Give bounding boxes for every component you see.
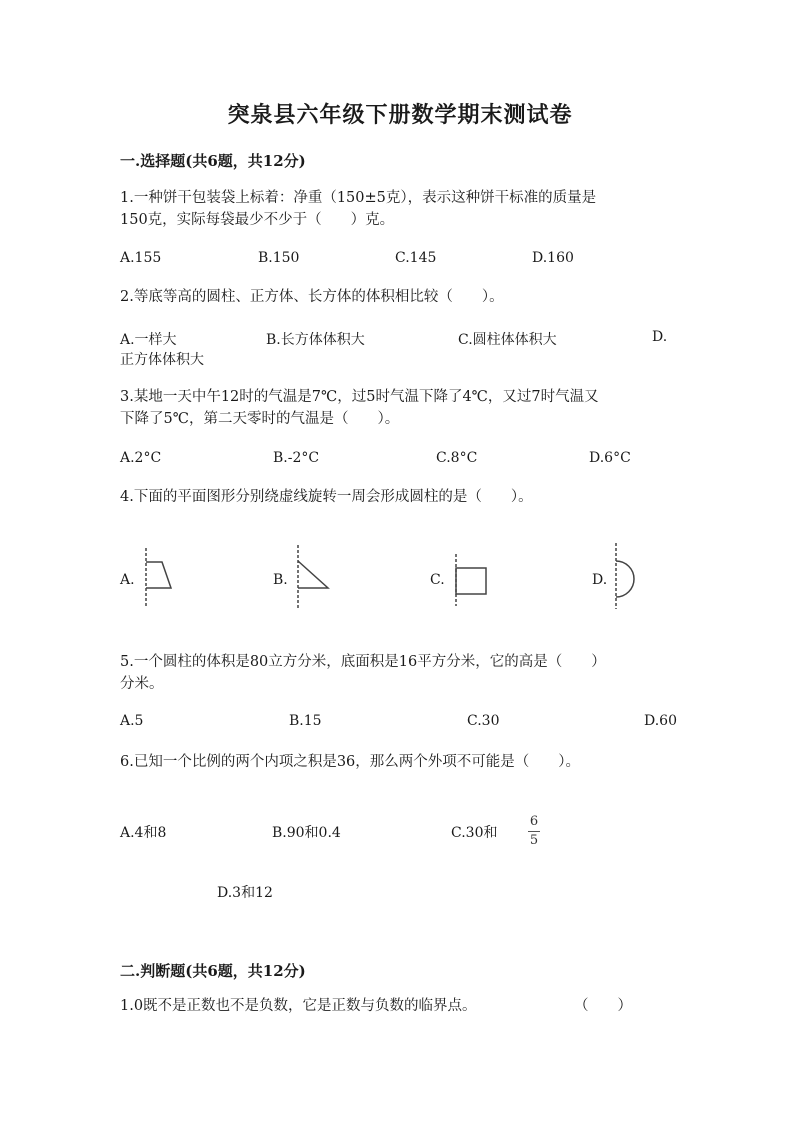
question-6-option-c[interactable]: C.30和 bbox=[451, 825, 498, 841]
question-6-option-a[interactable]: A.4和8 bbox=[120, 825, 167, 841]
rectangle-figure-icon bbox=[450, 554, 492, 606]
fraction-bar bbox=[528, 831, 540, 832]
question-3-line-2: 下降了5℃，第二天零时的气温是（ ）。 bbox=[120, 411, 400, 427]
question-4-option-c[interactable]: C. bbox=[430, 572, 445, 588]
judgment-question-1-answer-blank[interactable]: （ ） bbox=[574, 998, 632, 1014]
question-5-option-d[interactable]: D.60 bbox=[644, 713, 677, 729]
question-1-option-c[interactable]: C.145 bbox=[395, 250, 437, 266]
trapezoid-figure-icon bbox=[136, 548, 176, 606]
fraction-denominator: 5 bbox=[529, 833, 539, 848]
question-2-option-c[interactable]: C.圆柱体体积大 bbox=[458, 332, 557, 348]
question-2-option-d[interactable]: D. bbox=[652, 329, 668, 345]
question-6-line-1: 6.已知一个比例的两个内项之积是36，那么两个外项不可能是（ ）。 bbox=[120, 754, 581, 770]
question-5-option-b[interactable]: B.15 bbox=[289, 713, 322, 729]
question-2-option-b[interactable]: B.长方体体积大 bbox=[266, 332, 365, 348]
fraction-six-fifths bbox=[526, 814, 542, 849]
question-2-line-1: 2.等底等高的圆柱、正方体、长方体的体积相比较（ ）。 bbox=[120, 289, 504, 305]
question-1-line-1: 1.一种饼干包装袋上标着：净重（150±5克），表示这种饼干标准的质量是 bbox=[120, 190, 597, 206]
question-5-option-c[interactable]: C.30 bbox=[467, 713, 500, 729]
question-2-option-a[interactable]: A.一样大 bbox=[120, 332, 177, 348]
fraction-numerator: 6 bbox=[529, 814, 539, 829]
question-3-option-d[interactable]: D.6°C bbox=[589, 450, 631, 466]
question-3-line-1: 3.某地一天中午12时的气温是7℃，过5时气温下降了4℃，又过7时气温又 bbox=[120, 389, 599, 405]
section-heading-judgment: 二.判断题(共6题，共12分) bbox=[120, 962, 306, 980]
right-triangle-figure-icon bbox=[290, 545, 335, 609]
question-3-option-b[interactable]: B.-2°C bbox=[273, 450, 320, 466]
question-1-option-d[interactable]: D.160 bbox=[532, 250, 574, 266]
question-1-line-2: 150克，实际每袋最少不少于（ ）克。 bbox=[120, 212, 395, 228]
question-4-option-a[interactable]: A. bbox=[120, 572, 135, 588]
question-1-option-b[interactable]: B.150 bbox=[258, 250, 300, 266]
question-1-option-a[interactable]: A.155 bbox=[120, 250, 162, 266]
judgment-question-1: 1.0既不是正数也不是负数，它是正数与负数的临界点。 bbox=[120, 998, 477, 1014]
question-4-line-1: 4.下面的平面图形分别绕虚线旋转一周会形成圆柱的是（ ）。 bbox=[120, 489, 533, 505]
question-6-option-b[interactable]: B.90和0.4 bbox=[272, 825, 341, 841]
question-3-option-c[interactable]: C.8°C bbox=[436, 450, 478, 466]
question-2-option-d-text: 正方体体积大 bbox=[120, 352, 204, 368]
question-3-option-a[interactable]: A.2°C bbox=[120, 450, 162, 466]
question-4-option-b[interactable]: B. bbox=[273, 572, 288, 588]
section-heading-choice: 一.选择题(共6题，共12分) bbox=[120, 152, 306, 170]
question-5-line-2: 分米。 bbox=[120, 676, 164, 692]
question-5-line-1: 5.一个圆柱的体积是80立方分米，底面积是16平方分米，它的高是（ ） bbox=[120, 654, 606, 670]
question-6-option-d[interactable]: D.3和12 bbox=[217, 885, 273, 901]
semicircle-figure-icon bbox=[608, 543, 642, 609]
question-4-option-d[interactable]: D. bbox=[592, 572, 608, 588]
question-5-option-a[interactable]: A.5 bbox=[120, 713, 144, 729]
page-title: 突泉县六年级下册数学期末测试卷 bbox=[227, 102, 573, 128]
